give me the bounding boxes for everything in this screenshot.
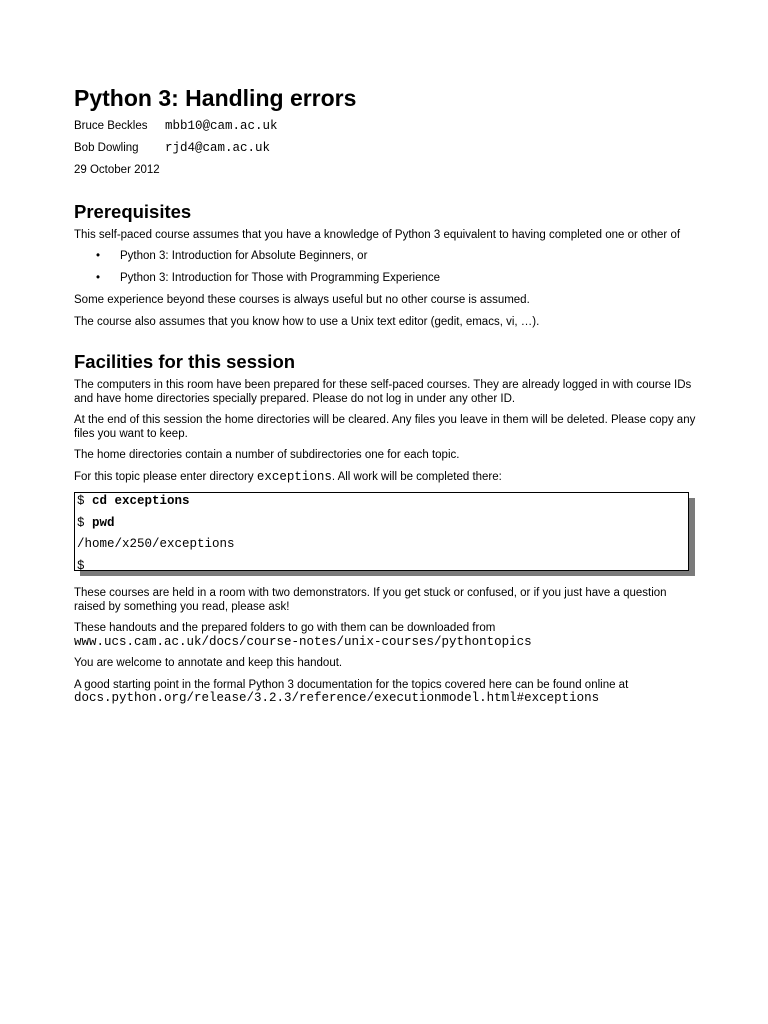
bullet-icon: • xyxy=(96,272,101,284)
text-fragment: . All work will be completed there: xyxy=(331,470,502,483)
paragraph: The home directories contain a number of subdirectories one for each topic. xyxy=(74,449,460,461)
paragraph: The computers in this room have been prepared for these self-paced courses. They are already logged in with course IDs and have home directories specially prepared. Please do not log in under any other ID. xyxy=(74,379,692,405)
documentation-url: docs.python.org/release/3.2.3/reference/executionmodel.html#exceptions xyxy=(74,691,600,705)
list-item-text: Python 3: Introduction for Those with Programming Experience xyxy=(120,272,441,284)
author-name: Bruce Beckles xyxy=(74,120,148,132)
author-name: Bob Dowling xyxy=(74,142,139,154)
download-url: www.ucs.cam.ac.uk/docs/course-notes/unix-courses/pythontopics xyxy=(74,634,532,649)
author-email: rjd4@cam.ac.uk xyxy=(165,141,271,155)
document-page xyxy=(74,80,696,714)
paragraph: This self-paced course assumes that you have a knowledge of Python 3 equivalent to having completed one or other of xyxy=(74,228,681,241)
paragraph xyxy=(74,679,696,706)
list-item xyxy=(74,272,696,286)
list-item xyxy=(74,250,696,264)
terminal-line xyxy=(77,516,688,538)
section-heading-facilities: Facilities for this session xyxy=(74,351,296,372)
terminal-box xyxy=(74,492,689,571)
terminal-command: pwd xyxy=(92,515,115,530)
terminal-output: /home/x250/exceptions xyxy=(77,537,235,551)
directory-name: exceptions xyxy=(256,469,332,484)
list-item-text: Python 3: Introduction for Absolute Beginners, or xyxy=(120,250,368,262)
terminal-prompt: $ xyxy=(77,558,85,573)
section-heading-prerequisites: Prerequisites xyxy=(74,200,192,222)
author-row xyxy=(74,142,696,156)
bullet-icon: • xyxy=(96,250,101,262)
terminal-line xyxy=(77,494,688,516)
paragraph: The course also assumes that you know how to use a Unix text editor (gedit, emacs, vi, …). xyxy=(74,315,540,328)
paragraph xyxy=(74,622,696,649)
author-email: mbb10@cam.ac.uk xyxy=(165,119,278,133)
page-title: Python 3: Handling errors xyxy=(74,85,357,111)
prerequisite-list xyxy=(74,250,696,286)
terminal xyxy=(74,492,689,571)
paragraph: At the end of this session the home directories will be cleared. Any files you leave in them will be deleted. Please copy any files you want to keep. xyxy=(74,414,696,440)
paragraph xyxy=(74,471,696,485)
document-date: 29 October 2012 xyxy=(74,164,160,176)
terminal-prompt: $ xyxy=(77,515,93,530)
terminal-prompt: $ xyxy=(77,494,93,508)
terminal-command: cd exceptions xyxy=(92,494,190,508)
paragraph: Some experience beyond these courses is always useful but no other course is assumed. xyxy=(74,294,530,306)
paragraph: These courses are held in a room with two demonstrators. If you get stuck or confused, or if you just have a question raised by something you read, please ask! xyxy=(74,587,667,613)
paragraph: You are welcome to annotate and keep this handout. xyxy=(74,657,343,669)
paragraph-text: These handouts and the prepared folders to go with them can be downloaded from xyxy=(74,622,496,634)
author-row xyxy=(74,120,696,134)
text-fragment: For this topic please enter directory xyxy=(74,470,257,483)
paragraph-text: A good starting point in the formal Python 3 documentation for the topics covered here can be found online at xyxy=(74,678,629,691)
